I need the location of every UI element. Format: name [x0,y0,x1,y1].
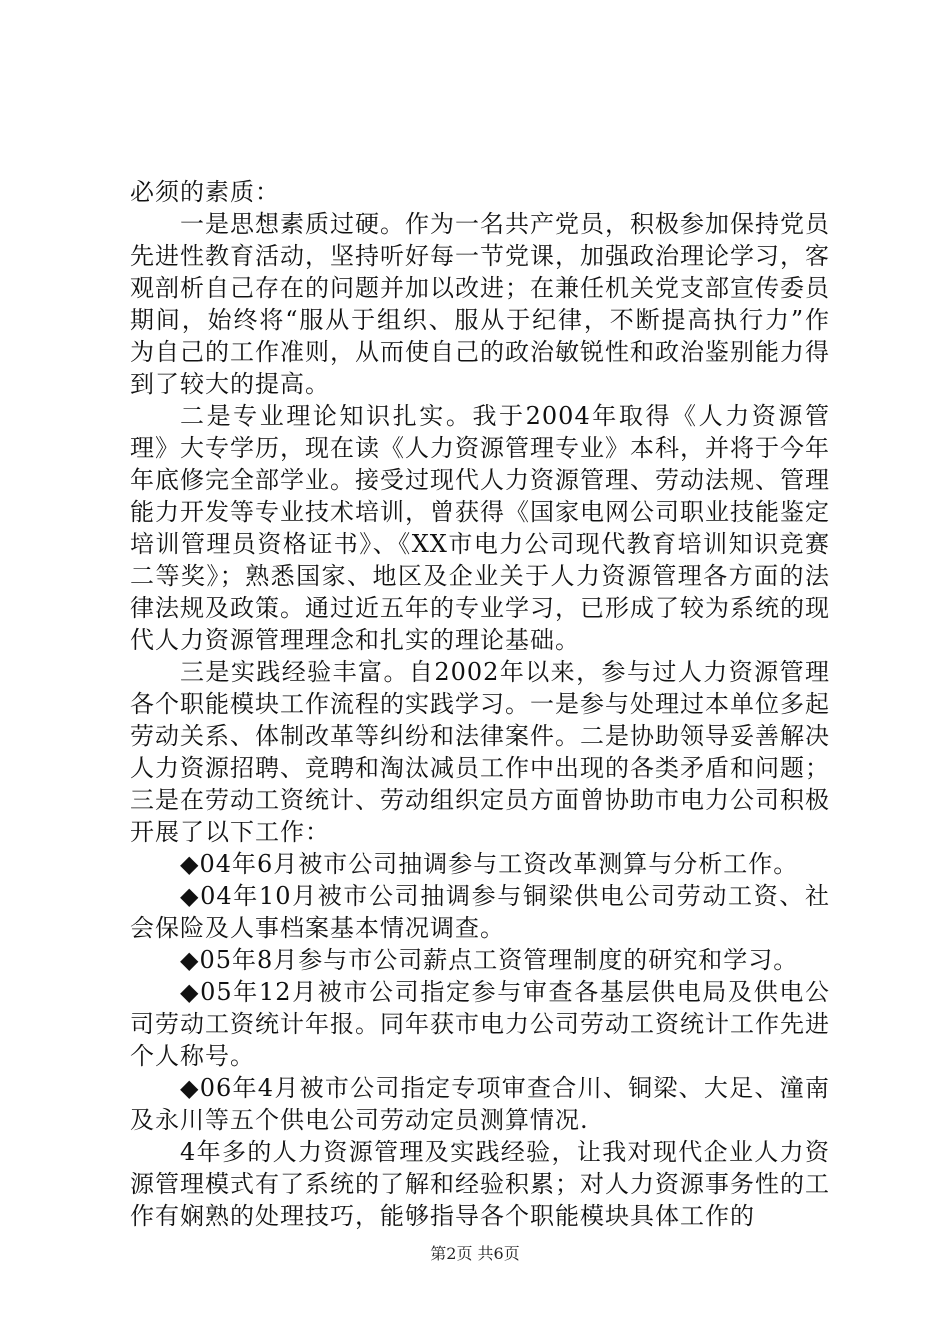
paragraph-continuation: 必须的素质： [130,178,280,206]
page-footer [0,1244,950,1264]
document-body [130,176,830,1232]
paragraph-summary: 4年多的人力资源管理及实践经验，让我对现代企业人力资源管理模式有了系统的了解和经验积累；对人力资源事务性的工作有娴熟的处理技巧，能够指导各个职能模块具体工作的 [130,1138,830,1230]
page-number-label: 第2页 共6页 [430,1244,520,1263]
bullet-item: ◆06年4月被市公司指定专项审查合川、铜梁、大足、潼南及永川等五个供电公司劳动定员测算情况. [130,1074,830,1134]
bullet-item: ◆04年10月被市公司抽调参与铜梁供电公司劳动工资、社会保险及人事档案基本情况调查。 [130,882,830,942]
bullet-item: ◆05年12月被市公司指定参与审查各基层供电局及供电公司劳动工资统计年报。同年获市电力公司劳动工资统计工作先进个人称号。 [130,978,830,1070]
paragraph-practical-experience: 三是实践经验丰富。自2002年以来，参与过人力资源管理各个职能模块工作流程的实践学习。一是参与处理过本单位多起劳动关系、体制改革等纠纷和法律案件。二是协助领导妥善解决人力资源招聘、竞聘和淘汰减员工作中出现的各类矛盾和问题；三是在劳动工资统计、劳动组织定员方面曾协助市电力公司积极开展了以下工作： [130,658,830,846]
bullet-item: ◆05年8月参与市公司薪点工资管理制度的研究和学习。 [180,946,799,974]
paragraph-ideological-quality: 一是思想素质过硬。作为一名共产党员，积极参加保持党员先进性教育活动，坚持听好每一节党课，加强政治理论学习，客观剖析自己存在的问题并加以改进；在兼任机关党支部宣传委员期间，始终将“服从于组织、服从于纪律，不断提高执行力”作为自己的工作准则，从而使自己的政治敏锐性和政治鉴别能力得到了较大的提高。 [130,210,830,398]
paragraph-professional-knowledge: 二是专业理论知识扎实。我于2004年取得《人力资源管理》大专学历，现在读《人力资源管理专业》本科，并将于今年年底修完全部学业。接受过现代人力资源管理、劳动法规、管理能力开发等专业技术培训，曾获得《国家电网公司职业技能鉴定培训管理员资格证书》、《XX市电力公司现代教育培训知识竞赛二等奖》；熟悉国家、地区及企业关于人力资源管理各方面的法律法规及政策。通过近五年的专业学习，已形成了较为系统的现代人力资源管理理念和扎实的理论基础。 [130,402,830,654]
bullet-item: ◆04年6月被市公司抽调参与工资改革测算与分析工作。 [180,850,799,878]
